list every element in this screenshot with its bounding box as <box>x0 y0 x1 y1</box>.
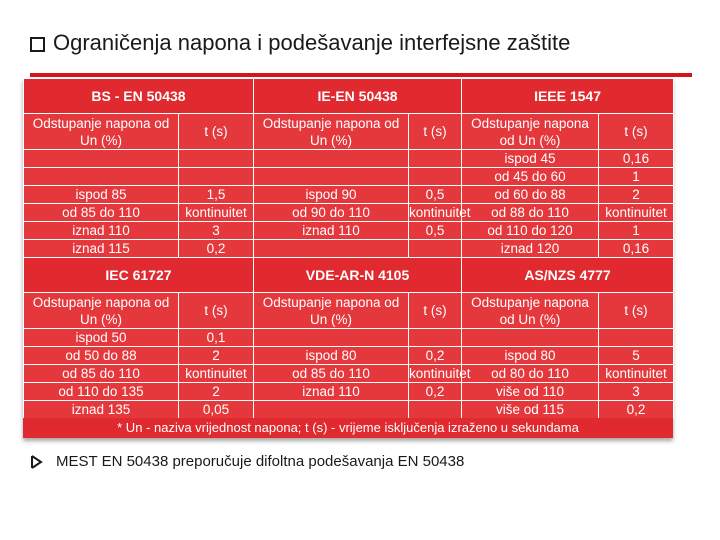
table-cell <box>409 150 462 168</box>
table-cell: od 85 do 110 <box>24 365 179 383</box>
table-cell: 0,2 <box>409 347 462 365</box>
table-cell: 3 <box>599 383 674 401</box>
table-cell: 0,16 <box>599 240 674 258</box>
table-row <box>24 222 674 240</box>
standard-name: BS - EN 50438 <box>24 79 254 114</box>
table-cell: kontinuitet <box>409 366 471 381</box>
table-row <box>24 204 674 222</box>
table-cell <box>254 150 409 168</box>
standards-table <box>23 78 673 438</box>
table-cell: 0,5 <box>409 186 462 204</box>
column-header-deviation: Odstupanje napona od Un (%) <box>254 293 409 329</box>
table-cell: iznad 115 <box>24 240 179 258</box>
column-header-time: t (s) <box>599 114 674 150</box>
table-cell: od 60 do 88 <box>462 186 599 204</box>
table-cell: 0,2 <box>409 383 462 401</box>
table-cell <box>462 329 599 347</box>
table-cell: iznad 110 <box>254 222 409 240</box>
column-header-time: t (s) <box>179 293 254 329</box>
table-cell: 2 <box>179 383 254 401</box>
table-cell: iznad 120 <box>462 240 599 258</box>
table-footnote: * Un - naziva vrijednost napona; t (s) - vrijeme isključenja izraženo u sekundama <box>23 418 673 438</box>
table-row <box>24 329 674 347</box>
table-cell: ispod 45 <box>462 150 599 168</box>
table-cell: 1 <box>599 222 674 240</box>
table-cell: ispod 90 <box>254 186 409 204</box>
table-cell: više od 110 <box>462 383 599 401</box>
table-row <box>24 240 674 258</box>
table-row <box>24 168 674 186</box>
column-header-time: t (s) <box>179 114 254 150</box>
table-cell <box>24 168 179 186</box>
standard-name: VDE-AR-N 4105 <box>254 258 462 293</box>
table-cell <box>24 150 179 168</box>
table-cell: 0,2 <box>599 401 674 419</box>
standards-grid <box>23 78 674 419</box>
table-cell: kontinuitet <box>179 365 254 383</box>
table-cell: od 85 do 110 <box>24 204 179 222</box>
bullet-text: MEST EN 50438 preporučuje difoltna podešavanja EN 50438 <box>56 453 465 470</box>
table-cell <box>254 401 409 419</box>
table-cell <box>409 329 462 347</box>
table-cell <box>409 401 462 419</box>
table-cell <box>254 168 409 186</box>
column-header-row <box>24 293 674 329</box>
table-cell: 3 <box>179 222 254 240</box>
standard-name: AS/NZS 4777 <box>462 258 674 293</box>
column-header-time: t (s) <box>409 114 462 150</box>
table-row <box>24 401 674 419</box>
standard-header-row <box>24 258 674 293</box>
table-cell: ispod 80 <box>462 347 599 365</box>
table-cell <box>179 168 254 186</box>
table-row <box>24 347 674 365</box>
table-cell: kontinuitet <box>179 204 254 222</box>
table-row <box>24 186 674 204</box>
table-cell: 5 <box>599 347 674 365</box>
slide-title: Ograničenja napona i podešavanje interfejsne zaštite <box>53 30 571 55</box>
table-cell: od 90 do 110 <box>254 204 409 222</box>
table-cell: kontinuitet <box>409 205 471 220</box>
standard-name: IEC 61727 <box>24 258 254 293</box>
table-cell: od 80 do 110 <box>462 365 599 383</box>
table-cell: 0,5 <box>409 222 462 240</box>
table-cell <box>409 240 462 258</box>
table-cell: od 110 do 135 <box>24 383 179 401</box>
table-cell: 2 <box>179 347 254 365</box>
table-row <box>24 383 674 401</box>
table-cell: od 85 do 110 <box>254 365 409 383</box>
table-cell: ispod 50 <box>24 329 179 347</box>
standard-name: IE-EN 50438 <box>254 79 462 114</box>
table-cell: kontinuitet <box>599 365 674 383</box>
table-cell: 0,16 <box>599 150 674 168</box>
table-row <box>24 150 674 168</box>
table-cell: 0,2 <box>179 240 254 258</box>
table-row <box>24 365 674 383</box>
table-cell <box>254 240 409 258</box>
table-cell: 0,1 <box>179 329 254 347</box>
hollow-square-bullet-icon <box>30 37 45 52</box>
slide-title-row <box>30 30 570 56</box>
table-cell <box>409 168 462 186</box>
column-header-deviation: Odstupanje napona od Un (%) <box>24 114 179 150</box>
table-cell <box>599 329 674 347</box>
table-cell: od 110 do 120 <box>462 222 599 240</box>
table-cell: kontinuitet <box>599 204 674 222</box>
bullet-item <box>30 453 464 470</box>
column-header-deviation: Odstupanje napona od Un (%) <box>24 293 179 329</box>
table-cell <box>179 150 254 168</box>
table-cell: ispod 80 <box>254 347 409 365</box>
arrow-bullet-icon <box>30 454 44 470</box>
table-cell: 1,5 <box>179 186 254 204</box>
standard-header-row <box>24 79 674 114</box>
table-cell: 2 <box>599 186 674 204</box>
table-cell: 0,05 <box>179 401 254 419</box>
table-cell: od 45 do 60 <box>462 168 599 186</box>
table-cell: iznad 110 <box>24 222 179 240</box>
table-cell <box>254 329 409 347</box>
table-cell: iznad 110 <box>254 383 409 401</box>
column-header-deviation: Odstupanje napona od Un (%) <box>462 293 599 329</box>
title-underline <box>30 73 692 77</box>
table-cell: od 88 do 110 <box>462 204 599 222</box>
column-header-time: t (s) <box>409 293 462 329</box>
table-cell: ispod 85 <box>24 186 179 204</box>
table-cell: više od 115 <box>462 401 599 419</box>
column-header-deviation: Odstupanje napona od Un (%) <box>462 114 599 150</box>
table-cell: 1 <box>599 168 674 186</box>
column-header-deviation: Odstupanje napona od Un (%) <box>254 114 409 150</box>
table-cell: od 50 do 88 <box>24 347 179 365</box>
standard-name: IEEE 1547 <box>462 79 674 114</box>
column-header-time: t (s) <box>599 293 674 329</box>
table-cell: iznad 135 <box>24 401 179 419</box>
column-header-row <box>24 114 674 150</box>
